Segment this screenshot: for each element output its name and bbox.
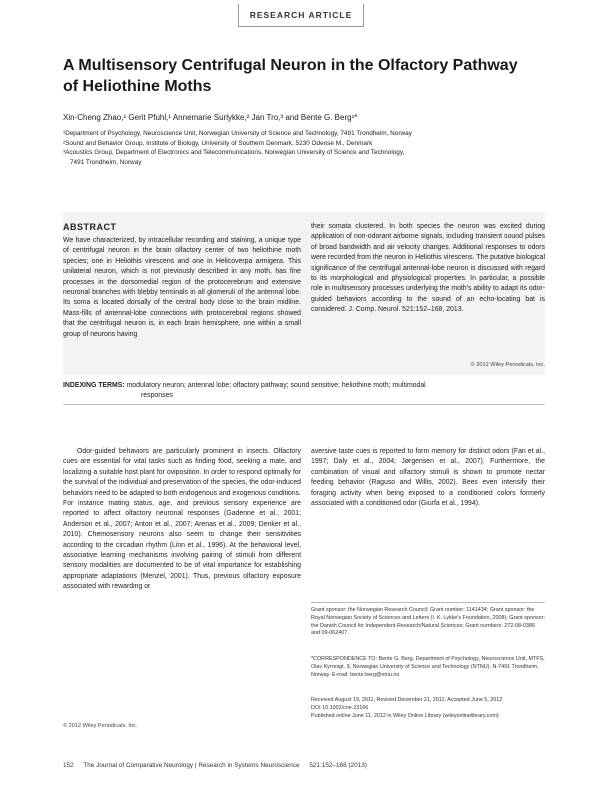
publication-history [311,697,545,720]
affiliation-3-cont: 7491 Trondheim, Norway [70,158,142,166]
issue-pages: 521:152–168 (2013) [309,762,367,769]
section-tag: RESEARCH ARTICLE [238,4,364,27]
abstract-left-column: We have characterized, by intracellular recording and staining, a unique type of centrifugal neuron in the brain olfactory center of two heliothine moth species; one in Heliothis virescens and one in Helicoverpa armigera. This unilateral neuron, which is not previously described in any moth, has fine processes in the dorsomedial region of the protocerebrum and extensive neuronal branches with blebby terminals in all glomeruli of the antennal lobe. Its soma is located dorsally of the central body close to the brain midline. Mass-fills of antennal-lobe connections with protocerebral regions showed that the centrifugal neuron is, in each brain hemisphere, one within a small group of neurons having [63,237,301,338]
indexing-terms [63,381,545,401]
published-online: Published online June 11, 2012 in Wiley Online Library (wileyonlinelibrary.com) [311,712,499,719]
affiliation-1: ¹Department of Psychology, Neuroscience Unit, Norwegian University of Science and Technology, 7491 Trondheim, Norway [63,130,412,137]
correspondence-footnote: *CORRESPONDENCE TO: Bente G. Berg, Department of Psychology, Neuroscience Unit, MTFS, Olav Kyrresgt. 9, Norwegian University of Science and Technology (NTNU), N-7491 Trondheim, Norway. E-mail: bente.berg@ntnu.no [311,656,545,678]
page-footer [63,762,545,769]
indexing-terms-text: modulatory neuron; antennal lobe; olfactory pathway; sound sensitive; heliothine moth; multimodal [126,382,426,389]
body-paragraph-cont: aversive taste cues is reported to form memory for distinct odors (Fan et al., 1997; Daly et al., 2004; Jørgensen et al., 2007). Furthermore, the combination of visual and olfactory stimuli is shown to promote nectar feeding behavior (Raguso and Willis, 2002). Bees even intensify their foraging activity when being exposed to a conditioned colors formerly associated with a conditioned odor (Giurfa et al., 1994). [311,448,545,508]
footnote-divider [311,602,545,603]
body-copyright: © 2012 Wiley Periodicals, Inc. [63,723,138,729]
divider [63,404,545,405]
abstract-heading: ABSTRACT [63,222,117,232]
doi: DOI 10.1002/cne.23166 [311,704,369,711]
article-title: A Multisensory Centrifugal Neuron in the Olfactory Pathway of Heliothine Moths [63,57,518,95]
affiliation-3: ³Acoustics Group, Department of Electronics and Telecommunications, Norwegian University of Science and Technology, [63,149,405,156]
received-dates: Received August 19, 2011; Revised December 21, 2011; Accepted June 5, 2012 [311,697,503,703]
grant-footnote: Grant sponsor: the Norwegian Research Council; Grant number: 1141434; Grant sponsor: the Royal Norwegian Society of Sciences and Letters (I. K. Lykke's Foundation, 2008); Grant sponsor: the Danish Council for Independent Research/Natural Sciences; Grant numbers: 272-08-0386 and 09-062407. [311,607,545,637]
body-left-column [63,447,301,593]
affiliations [63,129,533,167]
author-list: Xin-Cheng Zhao,¹ Gerit Pfuhl,¹ Annemarie Surlykke,² Jan Tro,³ and Bente G. Berg¹* [63,113,358,122]
indexing-terms-label: INDEXING TERMS: [63,382,125,389]
abstract-copyright: © 2012 Wiley Periodicals, Inc. [470,362,545,368]
body-paragraph: Odor-guided behaviors are particularly prominent in insects. Olfactory cues are essential for vital tasks such as finding food, seeking a mate, and localizing a suitable host plant for oviposition. In order to respond optimally for the survival of the individual and preservation of the species, the odor-induced behaviors need to be adapted to both endogenous and exogenous conditions. For instance mating status, age, and previous sensory experience are reported to affect olfactory neuronal responses (Gadenne et al., 2001; Anderson et al., 2007; Anton et al., 2007; Arenas et al., 2009; Denker et al., 2010). Chemosensory neurons also seem to change their sensitivities according to the circadian rhythm (Linn et al., 1996). At the behavioral level, associative learning mechanisms involving pairing of stimuli from different sensory modalities are documented to be of vital importance for establishing appropriate adaptations (Menzel, 2001). Thus, previous olfactory exposure associated with rewarding or [63,448,301,591]
abstract-right-column: their somata clustered. In both species the neuron was excited during application of non-odorant airborne signals, including transient sound pulses of broad bandwidth and air velocity changes. Additional responses to odors were recorded from the neuron in Heliothis virescens. The putative biological significance of the centrifugal antennal-lobe neuron is discussed with regard to its morphological and physiological properties. In particular, a possible role in multisensory processes underlying the moth's ability to adapt its odor-guided behaviors according to the sound of an echo-locating bat is considered. J. Comp. Neurol. 521:152–168, 2013. [311,223,545,314]
page-number: 152 [63,762,74,769]
indexing-terms-text-cont: responses [141,392,173,399]
affiliation-2: ²Sound and Behavior Group, Institute of Biology, University of Southern Denmark, 5230 Odense M., Denmark [63,139,373,147]
journal-name: The Journal of Comparative Neurology | Research in Systems Neuroscience [83,762,300,769]
body-right-column [311,447,545,509]
